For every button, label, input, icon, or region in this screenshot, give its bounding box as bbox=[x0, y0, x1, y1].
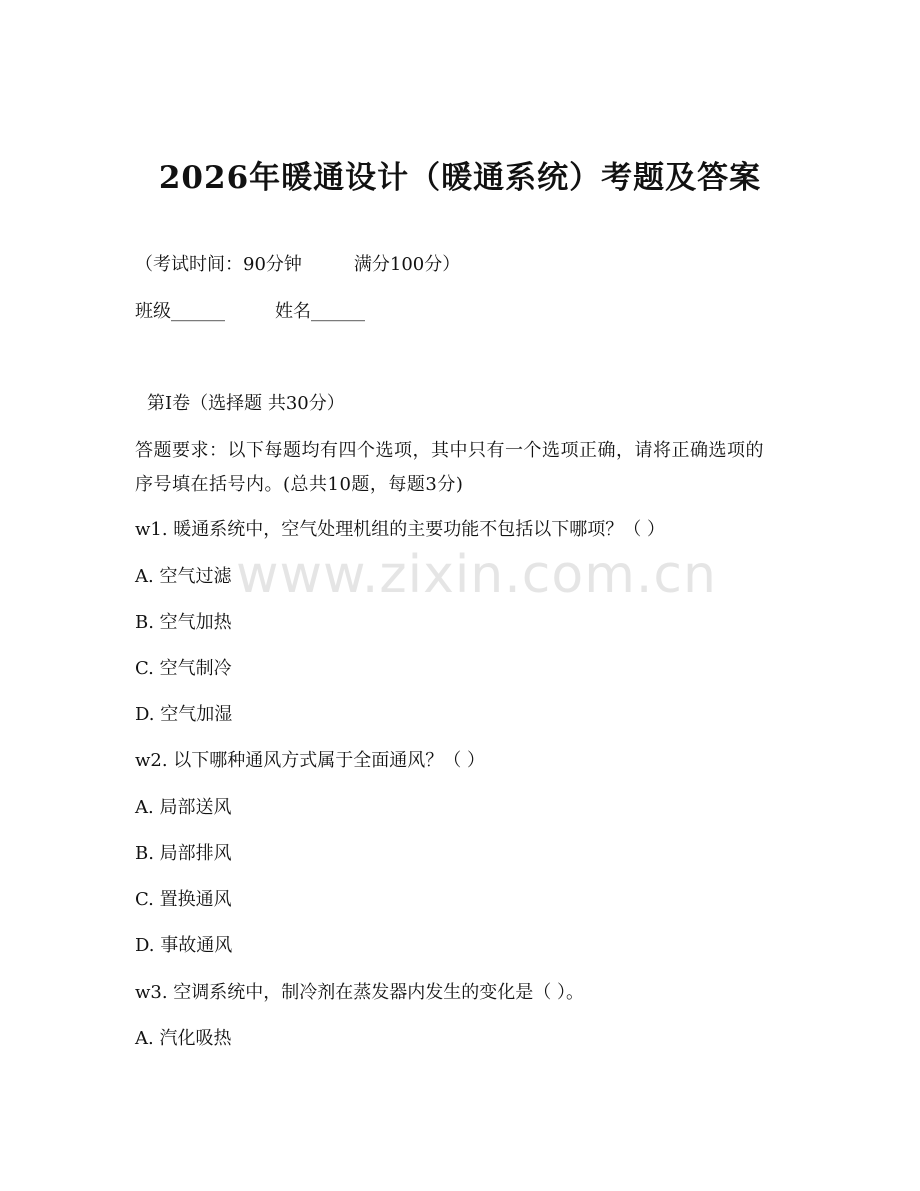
option-a: A. 局部送风 bbox=[135, 797, 232, 818]
section-title: 第I卷（选择题 共30分） bbox=[147, 393, 345, 414]
option-c: C. 空气制冷 bbox=[135, 658, 232, 679]
question-stem: w1. 暖通系统中，空气处理机组的主要功能不包括以下哪项？（ ） bbox=[135, 519, 666, 540]
full-score: 满分100分） bbox=[353, 254, 461, 275]
option-a: A. 空气过滤 bbox=[135, 566, 232, 587]
question-stem: w3. 空调系统中，制冷剂在蒸发器内发生的变化是（ ）。 bbox=[135, 982, 585, 1003]
student-info bbox=[135, 299, 365, 325]
question-stem: w2. 以下哪种通风方式属于全面通风？（ ） bbox=[135, 750, 486, 771]
option-d: D. 空气加湿 bbox=[135, 704, 233, 725]
exam-info bbox=[135, 252, 460, 278]
instructions: 答题要求：以下每题均有四个选项，其中只有一个选项正确，请将正确选项的序号填在括号内。(总共10题，每题3分) bbox=[135, 440, 764, 495]
option-d: D. 事故通风 bbox=[135, 935, 233, 956]
option-b: B. 局部排风 bbox=[135, 843, 232, 864]
exam-time: （考试时间：90分钟 bbox=[135, 254, 302, 275]
option-b: B. 空气加热 bbox=[135, 612, 232, 633]
option-a: A. 汽化吸热 bbox=[135, 1028, 232, 1049]
page-title: 2026年暖通设计（暖通系统）考题及答案 bbox=[158, 160, 762, 196]
class-field: 班级______ bbox=[135, 301, 225, 322]
name-field: 姓名______ bbox=[275, 301, 365, 322]
option-c: C. 置换通风 bbox=[135, 889, 232, 910]
watermark: www.zixin.com.cn bbox=[236, 545, 717, 605]
